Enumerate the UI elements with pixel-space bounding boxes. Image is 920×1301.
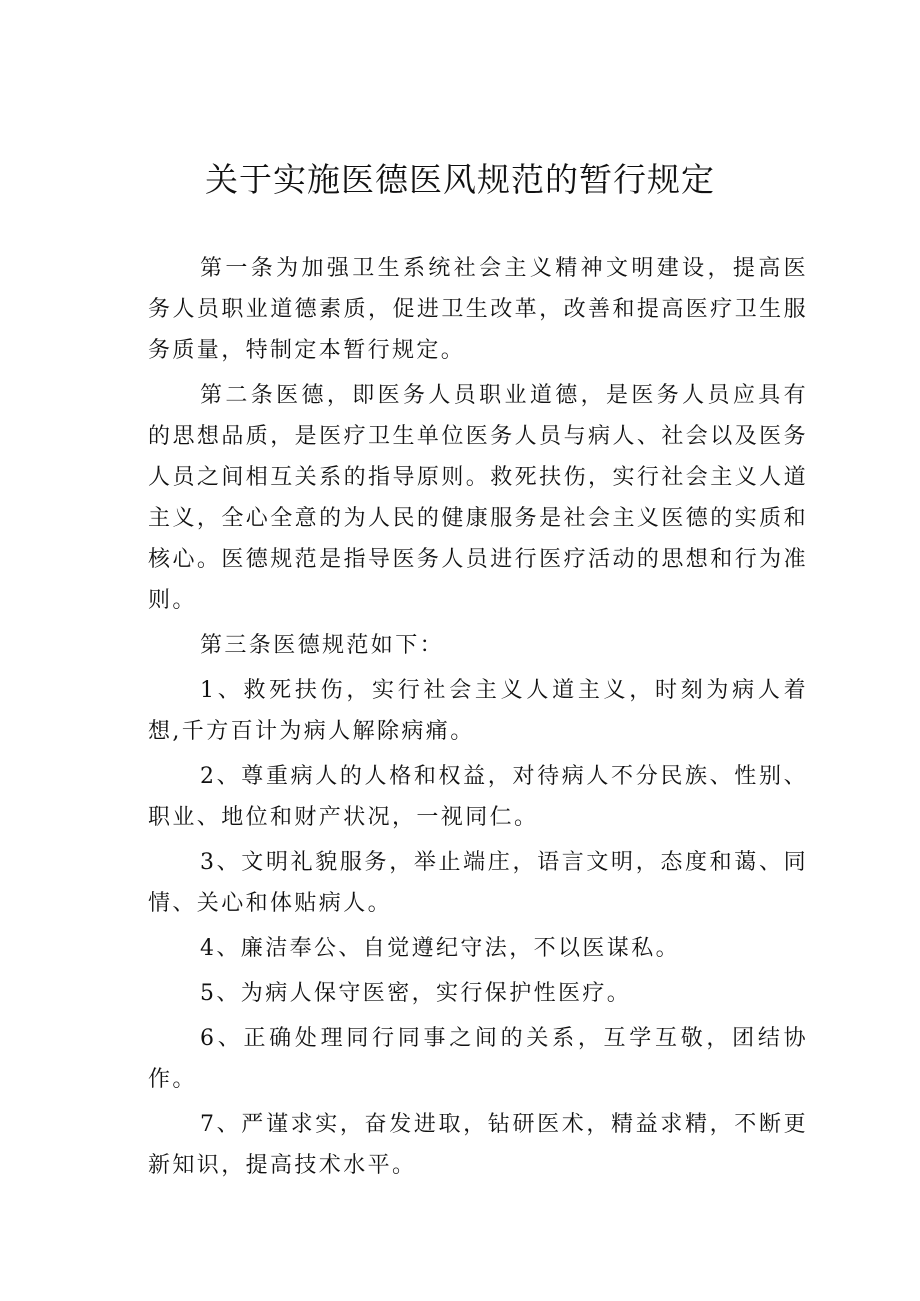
norm-item-7: 7、严谨求实，奋发进取，钻研医术，精益求精，不断更新知识，提高技术水平。 [148,1112,808,1178]
article-1-paragraph: 第一条为加强卫生系统社会主义精神文明建设，提高医务人员职业道德素质，促进卫生改革，改善和提高医疗卫生服务质量，特制定本暂行规定。 [148,256,808,363]
article-3-heading: 第三条医德规范如下： [200,633,445,658]
document-body [148,248,808,1190]
document-title: 关于实施医德医风规范的暂行规定 [205,160,715,199]
article-2-paragraph: 第二条医德，即医务人员职业道德，是医务人员应具有的思想品质，是医疗卫生单位医务人员与病人、社会以及医务人员之间相互关系的指导原则。救死扶伤，实行社会主义人道主义，全心全意的为人民的健康服务是社会主义医德的实质和核心。医德规范是指导医务人员进行医疗活动的思想和行为准则。 [148,383,808,613]
norm-item-4: 4、廉洁奉公、自觉遵纪守法，不以医谋私。 [200,936,680,961]
norm-item-3: 3、文明礼貌服务，举止端庄，语言文明，态度和蔼、同情、关心和体贴病人。 [148,850,808,916]
norm-item-5: 5、为病人保守医密，实行保护性医疗。 [200,981,632,1006]
norm-item-6: 6、正确处理同行同事之间的关系，互学互敬，团结协作。 [148,1026,808,1092]
norm-item-2: 2、尊重病人的人格和权益，对待病人不分民族、性别、职业、地位和财产状况，一视同仁。 [148,764,808,830]
norm-item-1: 1、救死扶伤，实行社会主义人道主义，时刻为病人着想,千方百计为病人解除病痛。 [148,678,808,744]
